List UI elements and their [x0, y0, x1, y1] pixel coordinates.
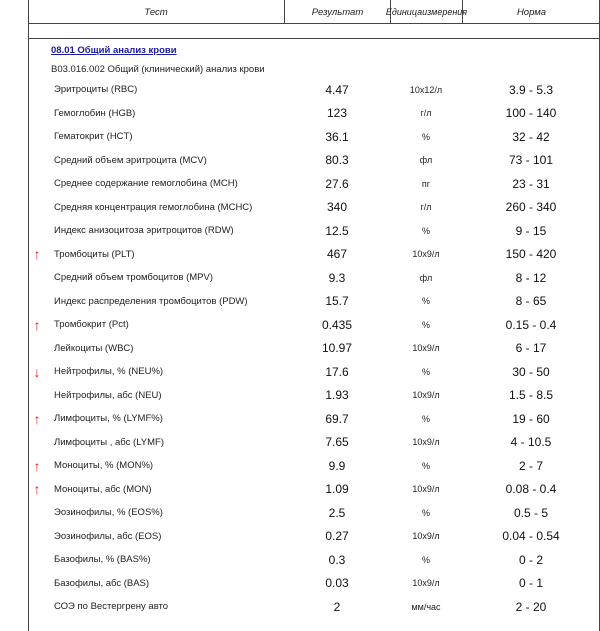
test-result: 123 — [326, 106, 348, 121]
table-row — [0, 595, 600, 619]
test-unit: 10x9/л — [412, 578, 440, 589]
flag-arrow-icon — [30, 78, 44, 102]
test-unit: % — [421, 296, 430, 307]
test-norm: 260 - 340 — [505, 200, 557, 215]
flag-arrow-icon: ↑ — [33, 481, 41, 498]
test-name: Лейкоциты (WBC) — [54, 342, 134, 354]
test-norm: 8 - 12 — [515, 270, 547, 285]
test-unit: пг — [421, 178, 431, 189]
flag-arrow-icon — [30, 595, 44, 619]
test-norm: 8 - 65 — [515, 294, 547, 309]
table-row — [0, 313, 600, 337]
test-unit: % — [421, 507, 430, 518]
table-row — [0, 384, 600, 408]
test-name: Средний объем эритроцита (MCV) — [54, 154, 207, 166]
test-name: Индекс распределения тромбоцитов (PDW) — [54, 295, 248, 307]
header-result: Результат — [284, 0, 390, 24]
test-name: Среднее содержание гемоглобина (MCH) — [54, 178, 238, 190]
test-name: Нейтрофилы, абс (NEU) — [54, 389, 162, 401]
flag-arrow-icon: ↑ — [33, 316, 41, 333]
header-unit — [385, 0, 468, 24]
test-result: 0.3 — [328, 552, 346, 567]
test-norm: 73 - 101 — [508, 153, 554, 168]
test-result: 17.6 — [325, 364, 349, 379]
test-name: Базофилы, абс (BAS) — [54, 577, 150, 589]
test-unit: 10x9/л — [412, 484, 440, 495]
test-name: Моноциты, % (MON%) — [54, 460, 154, 472]
table-row — [0, 243, 600, 267]
test-name: Нейтрофилы, % (NEU%) — [54, 366, 164, 378]
test-name: Средняя концентрация гемоглобина (MCHC) — [54, 201, 253, 213]
results-table — [0, 78, 600, 619]
test-unit: 10x9/л — [412, 343, 440, 354]
test-result: 1.93 — [325, 388, 349, 403]
test-norm: 150 - 420 — [505, 247, 557, 262]
table-row — [0, 407, 600, 431]
test-name: Средний объем тромбоцитов (MPV) — [54, 272, 214, 284]
test-result: 36.1 — [325, 129, 349, 144]
test-unit: % — [421, 413, 430, 424]
table-row — [0, 478, 600, 502]
flag-arrow-icon — [30, 172, 44, 196]
table-row — [0, 78, 600, 102]
table-row — [0, 548, 600, 572]
table-row — [0, 454, 600, 478]
table-row — [0, 572, 600, 596]
flag-arrow-icon — [30, 501, 44, 525]
test-result: 7.65 — [325, 435, 349, 450]
test-name: Эозинофилы, % (EOS%) — [54, 507, 163, 519]
test-norm: 0.04 - 0.54 — [502, 529, 560, 544]
test-name: Эритроциты (RBC) — [54, 84, 138, 96]
test-norm: 1.5 - 8.5 — [508, 388, 554, 403]
header-norm: Норма — [462, 0, 600, 24]
test-result: 10.97 — [321, 341, 353, 356]
flag-arrow-icon — [30, 149, 44, 173]
test-unit: % — [421, 554, 430, 565]
test-unit: % — [421, 366, 430, 377]
table-row — [0, 219, 600, 243]
test-norm: 0.08 - 0.4 — [505, 482, 557, 497]
test-norm: 100 - 140 — [505, 106, 557, 121]
test-norm: 3.9 - 5.3 — [508, 82, 554, 97]
test-result: 9.9 — [328, 458, 346, 473]
test-name: Тромбокрит (Pct) — [54, 319, 129, 331]
test-name: Индекс анизоцитоза эритроцитов (RDW) — [54, 225, 234, 237]
test-norm: 6 - 17 — [515, 341, 547, 356]
test-result: 1.09 — [325, 482, 349, 497]
test-unit: фл — [419, 155, 433, 166]
test-norm: 0 - 2 — [518, 552, 543, 567]
flag-arrow-icon — [30, 102, 44, 126]
header-unit-line2: измерения — [422, 6, 468, 17]
table-header — [28, 0, 600, 24]
test-norm: 19 - 60 — [512, 411, 550, 426]
test-unit: % — [421, 131, 430, 142]
test-norm: 9 - 15 — [515, 223, 547, 238]
table-row — [0, 337, 600, 361]
test-result: 2 — [333, 599, 341, 614]
test-unit: фл — [419, 272, 433, 283]
test-norm: 0.15 - 0.4 — [505, 317, 557, 332]
test-norm: 32 - 42 — [512, 129, 550, 144]
test-result: 80.3 — [325, 153, 349, 168]
test-unit: % — [421, 225, 430, 236]
table-row — [0, 290, 600, 314]
table-row — [0, 360, 600, 384]
table-row — [0, 196, 600, 220]
flag-arrow-icon — [30, 572, 44, 596]
test-norm: 23 - 31 — [512, 176, 550, 191]
table-row — [0, 149, 600, 173]
test-norm: 2 - 7 — [518, 458, 543, 473]
test-result: 27.6 — [325, 176, 349, 191]
test-unit: г/л — [420, 108, 432, 119]
test-name: СОЭ по Вестергрену авто — [54, 601, 169, 613]
test-name: Лимфоциты , абс (LYMF) — [54, 436, 164, 448]
table-row — [0, 431, 600, 455]
flag-arrow-icon — [30, 196, 44, 220]
test-result: 0.27 — [325, 529, 349, 544]
test-name: Гематокрит (HCT) — [54, 131, 133, 143]
flag-arrow-icon: ↑ — [33, 410, 41, 427]
section-subtitle: B03.016.002 Общий (клинический) анализ крови — [51, 64, 265, 75]
test-name: Лимфоциты, % (LYMF%) — [54, 413, 163, 425]
test-unit: г/л — [420, 202, 432, 213]
table-row — [0, 525, 600, 549]
test-name: Базофилы, % (BAS%) — [54, 554, 151, 566]
flag-arrow-icon: ↑ — [33, 246, 41, 263]
test-result: 12.5 — [325, 223, 349, 238]
table-row — [0, 266, 600, 290]
test-name: Моноциты, абс (MON) — [54, 483, 152, 495]
test-name: Гемоглобин (HGB) — [54, 107, 136, 119]
test-name: Эозинофилы, абс (EOS) — [54, 530, 162, 542]
test-result: 69.7 — [325, 411, 349, 426]
test-result: 0.435 — [321, 317, 353, 332]
test-unit: % — [421, 319, 430, 330]
test-unit: 10x9/л — [412, 531, 440, 542]
flag-arrow-icon — [30, 219, 44, 243]
flag-arrow-icon — [30, 266, 44, 290]
test-unit: 10x12/л — [409, 84, 443, 95]
flag-arrow-icon: ↑ — [33, 457, 41, 474]
test-result: 4.47 — [325, 82, 349, 97]
table-row — [0, 102, 600, 126]
table-row — [0, 125, 600, 149]
test-result: 2.5 — [328, 505, 346, 520]
test-unit: 10x9/л — [412, 437, 440, 448]
test-norm: 0 - 1 — [518, 576, 543, 591]
test-unit: 10x9/л — [412, 390, 440, 401]
test-result: 0.03 — [325, 576, 349, 591]
table-row — [0, 501, 600, 525]
test-result: 340 — [326, 200, 348, 215]
test-norm: 30 - 50 — [512, 364, 550, 379]
test-result: 467 — [326, 247, 348, 262]
section-divider — [28, 38, 600, 39]
header-unit-line1: Единица — [385, 6, 423, 17]
flag-arrow-icon — [30, 548, 44, 572]
section-title-link[interactable]: 08.01 Общий анализ крови — [51, 45, 177, 56]
flag-arrow-icon — [30, 384, 44, 408]
flag-arrow-icon — [30, 431, 44, 455]
flag-arrow-icon — [30, 525, 44, 549]
header-test: Тест — [144, 6, 168, 18]
test-name: Тромбоциты (PLT) — [54, 248, 135, 260]
flag-arrow-icon — [30, 125, 44, 149]
test-unit: 10x9/л — [412, 249, 440, 260]
test-norm: 0.5 - 5 — [513, 505, 549, 520]
test-unit: % — [421, 460, 430, 471]
table-row — [0, 172, 600, 196]
flag-arrow-icon — [30, 337, 44, 361]
test-norm: 2 - 20 — [515, 599, 547, 614]
test-norm: 4 - 10.5 — [510, 435, 552, 450]
test-result: 15.7 — [325, 294, 349, 309]
test-result: 9.3 — [328, 270, 346, 285]
test-unit: мм/час — [411, 601, 441, 612]
flag-arrow-icon: ↓ — [33, 363, 41, 380]
flag-arrow-icon — [30, 290, 44, 314]
